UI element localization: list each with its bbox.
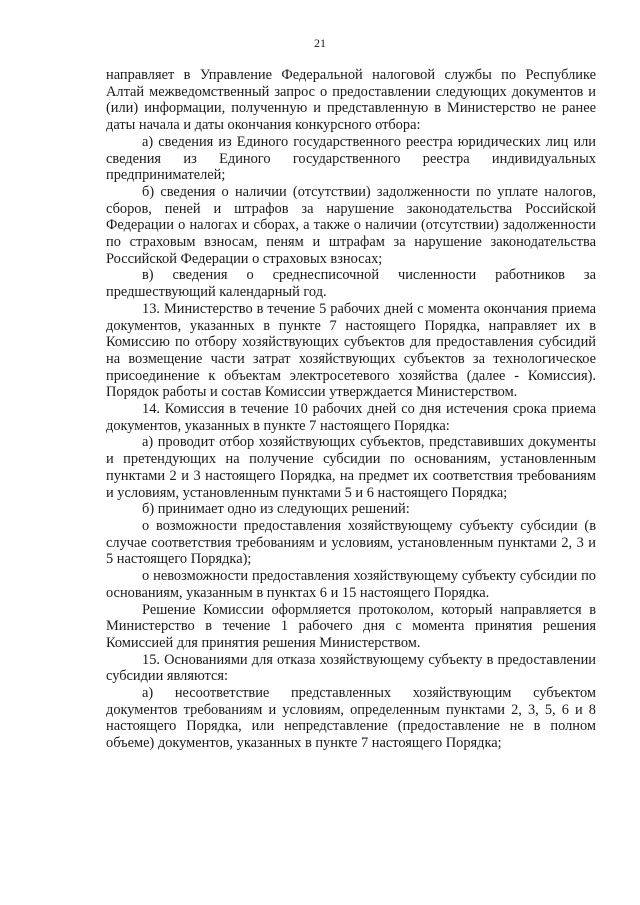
paragraph: б) сведения о наличии (отсутствии) задолженности по уплате налогов, сборов, пеней и штрафов за нарушение законодательства Российской Федерации о налогах и сборах, а также о наличии (отсутствии) задолженности по страховым взносам, пеням и штрафам за нарушение законодательства Российской Федерации о страховых взносах; [106,183,596,267]
page-number: 21 [314,36,326,50]
paragraph: о возможности предоставления хозяйствующему субъекту субсидии (в случае соответствия требованиям и условиям, установленным пунктами 2, 3 и 5 настоящего Порядка); [106,517,596,568]
paragraph: а) проводит отбор хозяйствующих субъектов, представивших документы и претендующих на получение субсидии по основаниям, установленным пунктами 2 и 3 настоящего Порядка, на предмет их соответствия требованиям и условиям, установленным пунктами 5 и 6 настоящего Порядка; [106,434,596,501]
paragraph: 14. Комиссия в течение 10 рабочих дней со дня истечения срока приема документов, указанных в пункте 7 настоящего Порядка: [106,401,596,434]
paragraph: 13. Министерство в течение 5 рабочих дней с момента окончания приема документов, указанных в пункте 7 настоящего Порядка, направляет их в Комиссию по отбору хозяйствующих субъектов для предоставления субсидий на возмещение части затрат хозяйствующих субъектов за технологическое присоединение к объектам электросетевого хозяйства (далее - Комиссия). Порядок работы и состав Комиссии утверждается Министерством. [106,300,596,401]
document-body [106,67,596,752]
paragraph: Решение Комиссии оформляется протоколом, который направляется в Министерство в течение 1 рабочего дня с момента принятия решения Комиссией для принятия решения Министерством. [106,601,596,651]
paragraph: 15. Основаниями для отказа хозяйствующему субъекту в предоставлении субсидии являются: [106,651,596,685]
paragraph: о невозможности предоставления хозяйствующему субъекту субсидии по основаниям, указанным в пунктах 6 и 15 настоящего Порядка. [106,568,596,601]
paragraph: а) несоответствие представленных хозяйствующим субъектом документов требованиям и условиям, определенным пунктами 2, 3, 5, 6 и 8 настоящего Порядка, или непредставление (предоставление не в полном объеме) документов, указанных в пункте 7 настоящего Порядка; [106,685,596,752]
paragraph: в) сведения о среднесписочной численности работников за предшествующий календарный год. [106,267,596,301]
paragraph: направляет в Управление Федеральной налоговой службы по Республике Алтай межведомственный запрос о предоставлении следующих документов и (или) информации, полученную и представленную в Министерство не ранее даты начала и даты окончания конкурсного отбора: [106,67,596,134]
paragraph: б) принимает одно из следующих решений: [142,501,410,518]
paragraph: а) сведения из Единого государственного реестра юридических лиц или сведения из Единого государственного реестра индивидуальных предпринимателей; [106,133,596,184]
